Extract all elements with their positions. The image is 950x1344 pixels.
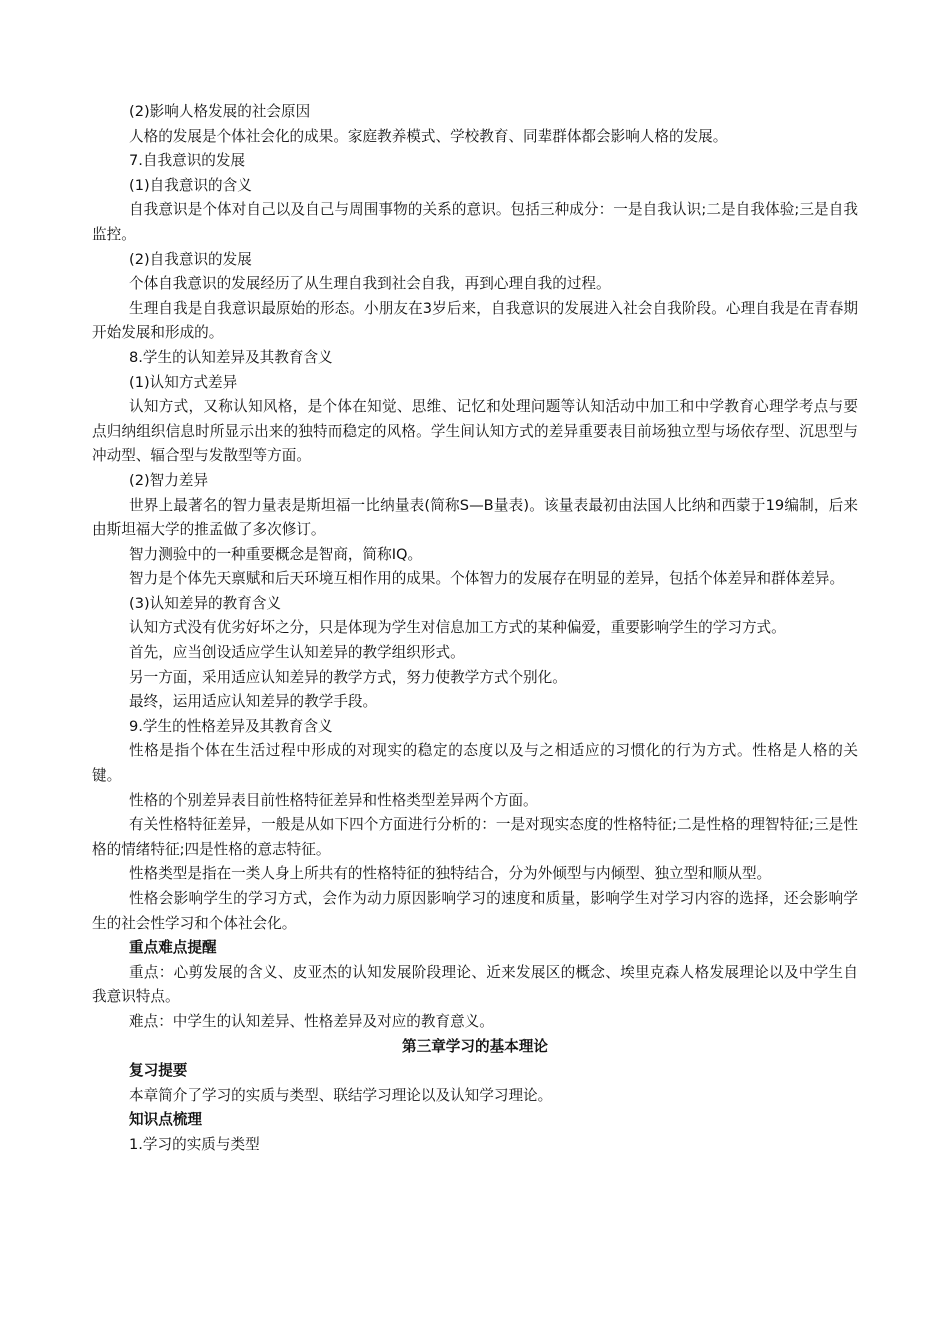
paragraph: 有关性格特征差异，一般是从如下四个方面进行分析的：一是对现实态度的性格特征;二是性格的理智特征;三是性格的情绪特征;四是性格的意志特征。 [92, 816, 858, 858]
paragraph: 智力测验中的一种重要概念是智商，简称IQ。 [129, 545, 423, 563]
paragraph: 认知方式没有优劣好坏之分，只是体现为学生对信息加工方式的某种偏爱，重要影响学生的学习方式。 [129, 619, 786, 637]
paragraph: 性格会影响学生的学习方式，会作为动力原因影响学习的速度和质量，影响学生对学习内容的选择，还会影响学生的社会性学习和个体社会化。 [92, 890, 858, 932]
section-heading: 知识点梳理 [129, 1111, 202, 1129]
paragraph: 重点：心剪发展的含义、皮亚杰的认知发展阶段理论、近来发展区的概念、埃里克森人格发展理论以及中学生自我意识特点。 [92, 963, 858, 1006]
paragraph: 个体自我意识的发展经历了从生理自我到社会自我，再到心理自我的过程。 [129, 275, 611, 293]
paragraph: 9.学生的性格差异及其教育含义 [129, 717, 333, 735]
paragraph: (2)自我意识的发展 [129, 250, 252, 268]
paragraph: 世界上最著名的智力量表是斯坦福一比纳量表(简称S—B量表)。该量表最初由法国人比纳和西蒙于19编制，后来由斯坦福大学的推孟做了多次修订。 [92, 496, 858, 539]
paragraph: 本章简介了学习的实质与类型、联结学习理论以及认知学习理论。 [129, 1086, 553, 1104]
paragraph: (2)智力差异 [129, 471, 209, 489]
paragraph: (1)自我意识的含义 [129, 176, 252, 194]
paragraph: (2)影响人格发展的社会原因 [129, 103, 311, 120]
paragraph: 人格的发展是个体社会化的成果。家庭教养模式、学校教育、同辈群体都会影响人格的发展。 [129, 127, 728, 145]
section-heading: 复习提要 [129, 1062, 188, 1080]
paragraph: 智力是个体先天禀赋和后天环境互相作用的成果。个体智力的发展存在明显的差异，包括个体差异和群体差异。 [129, 570, 845, 588]
section-heading: 重点难点提醒 [129, 939, 217, 957]
paragraph: (1)认知方式差异 [129, 373, 238, 391]
paragraph: 最终，运用适应认知差异的教学手段。 [129, 693, 378, 711]
paragraph: 首先，应当创设适应学生认知差异的教学组织形式。 [129, 644, 465, 662]
paragraph: 7.自我意识的发展 [129, 152, 246, 170]
chapter-heading: 第三章学习的基本理论 [402, 1037, 548, 1055]
paragraph: 性格是指个体在生活过程中形成的对现实的稳定的态度以及与之相适应的习惯化的行为方式。性格是人格的关键。 [92, 742, 858, 785]
paragraph: 另一方面，采用适应认知差异的教学方式，努力使教学方式个别化。 [129, 668, 567, 686]
paragraph: 生理自我是自我意识最原始的形态。小朋友在3岁后来，自我意识的发展进入社会自我阶段。心理自我是在青春期开始发展和形成的。 [92, 299, 858, 342]
paragraph: 1.学习的实质与类型 [129, 1135, 260, 1153]
paragraph: 自我意识是个体对自己以及自己与周围事物的关系的意识。包括三种成分：一是自我认识;二是自我体验;三是自我监控。 [92, 201, 858, 243]
paragraph: 难点：中学生的认知差异、性格差异及对应的教育意义。 [129, 1012, 494, 1030]
paragraph: 8.学生的认知差异及其教育含义 [129, 348, 333, 366]
paragraph: 性格类型是指在一类人身上所共有的性格特征的独特结合，分为外倾型与内倾型、独立型和顺从型。 [129, 865, 772, 883]
paragraph: (3)认知差异的教育含义 [129, 594, 282, 612]
paragraph: 性格的个别差异表目前性格特征差异和性格类型差异两个方面。 [129, 791, 538, 809]
paragraph: 认知方式，又称认知风格，是个体在知觉、思维、记忆和处理问题等认知活动中加工和中学教育心理学考点与要点归纳组织信息时所显示出来的独特而稳定的风格。学生间认知方式的差异重要表目前场独立型与场依存型、沉思型与冲动型、辐合型与发散型等方面。 [92, 398, 858, 465]
document-body [92, 100, 858, 1158]
